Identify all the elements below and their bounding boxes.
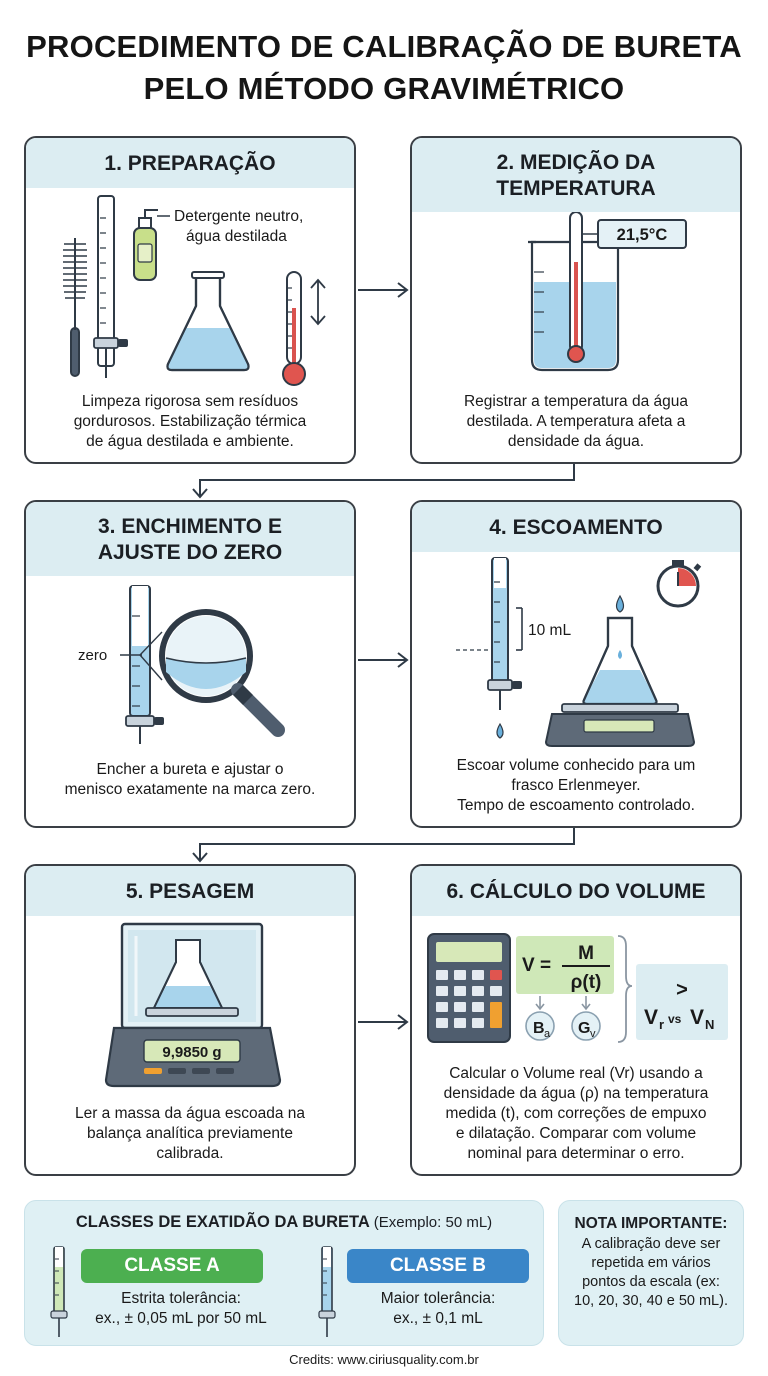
comparison-box	[636, 964, 728, 1040]
page-title-line-2: PELO MÉTODO GRAVIMÉTRICO	[143, 71, 625, 106]
dilation-correction-badge	[572, 1012, 600, 1040]
svg-text:V: V	[690, 1006, 705, 1029]
drop-icon	[617, 596, 624, 612]
temperature-illustration	[412, 212, 742, 392]
erlenmeyer-flask-icon	[168, 272, 249, 370]
temperature-readout	[598, 220, 686, 248]
up-down-arrow-icon	[311, 280, 325, 324]
zero-label: zero	[78, 647, 108, 664]
formula-numerator: M	[578, 943, 594, 964]
page-title-line-1: PROCEDIMENTO DE CALIBRAÇÃO DE BURETA	[26, 29, 742, 64]
note-title: NOTA IMPORTANTE:	[574, 1215, 728, 1232]
calculator-icon	[428, 934, 510, 1042]
svg-text:>: >	[676, 979, 688, 1001]
weighing-illustration	[26, 916, 356, 1106]
burette-icon	[126, 586, 164, 744]
svg-text:V: V	[644, 1006, 659, 1029]
step-description: Escoar volume conhecido para um frasco Erlenmeyer. Tempo de escoamento controlado.	[456, 757, 696, 814]
step-description: Limpeza rigorosa sem resíduos gordurosos. Estabilização térmica de água destilada e ambiente.	[73, 393, 307, 450]
svg-text:21,5°C: 21,5°C	[616, 226, 668, 244]
flow-illustration	[412, 552, 742, 752]
balance-icon	[546, 704, 694, 746]
step-description: Ler a massa da água escoada na balança analítica previamente calibrada.	[74, 1105, 306, 1162]
thermometer-icon	[283, 272, 305, 385]
erlenmeyer-flask-icon	[584, 618, 657, 704]
calculation-illustration	[412, 916, 742, 1056]
step-card-medicao-temperatura	[410, 136, 742, 464]
arrow-3-to-4	[356, 650, 412, 670]
stopwatch-icon	[658, 560, 701, 606]
step-heading: 3. ENCHIMENTO E AJUSTE DO ZERO	[26, 502, 354, 576]
arrow-2-to-3	[188, 462, 588, 502]
arrow-5-to-6	[356, 1012, 412, 1032]
burette-icon	[94, 196, 128, 378]
volume-label: 10 mL	[528, 622, 572, 639]
burette-icon	[456, 558, 522, 738]
step-description: Calcular o Volume real (Vr) usando a densidade da água (ρ) na temperatura medida (t), com correções de empuxo e dilatação. Comparar com volume nominal para determinar o erro.	[443, 1065, 709, 1162]
arrow-1-to-2	[356, 280, 412, 300]
accuracy-classes-panel	[24, 1200, 544, 1346]
analytical-balance-icon	[106, 924, 280, 1086]
class-b-badge: CLASSE B	[347, 1249, 529, 1283]
classes-heading: CLASSES DE EXATIDÃO DA BURETA (Exemplo: 50 mL)	[75, 1213, 493, 1231]
volume-bracket	[516, 608, 522, 650]
step-heading: 6. CÁLCULO DO VOLUME	[412, 866, 740, 916]
step-card-pesagem	[24, 864, 356, 1176]
step-card-preparacao	[24, 136, 356, 464]
bottle-brush-icon	[63, 238, 87, 376]
svg-text:G: G	[578, 1020, 591, 1037]
preparation-illustration	[26, 188, 356, 388]
magnifying-glass-icon	[140, 612, 278, 730]
step-description: Registrar a temperatura da água destilada. A temperatura afeta a densidade da água.	[463, 393, 689, 450]
step-heading: 4. ESCOAMENTO	[412, 502, 740, 552]
balance-reading: 9,9850 g	[162, 1044, 222, 1061]
step-heading: 5. PESAGEM	[26, 866, 354, 916]
class-a-badge: CLASSE A	[81, 1249, 263, 1283]
svg-text:r: r	[659, 1017, 665, 1032]
detergent-bottle-icon	[134, 210, 170, 280]
arrow-4-to-5	[188, 826, 588, 866]
svg-text:vs: vs	[668, 1012, 682, 1026]
zero-adjust-illustration	[26, 576, 356, 746]
note-text: A calibração deve ser repetida em vários pontos da escala (ex: 10, 20, 30, 40 e 50 mL).	[574, 1236, 728, 1309]
step-card-enchimento-zero	[24, 500, 356, 828]
svg-text:a: a	[544, 1028, 551, 1040]
page-title	[0, 26, 768, 110]
step-description: Encher a bureta e ajustar o menisco exatamente na marca zero.	[64, 761, 316, 798]
detergent-callout-line-1: Detergente neutro,	[174, 208, 304, 225]
formula-lhs: V =	[522, 955, 552, 976]
burette-class-a-icon	[47, 1245, 71, 1341]
burette-class-b-icon	[315, 1245, 339, 1341]
svg-text:N: N	[705, 1017, 715, 1032]
step-card-calculo-volume	[410, 864, 742, 1176]
formula-denominator: ρ(t)	[570, 972, 602, 993]
svg-text:B: B	[533, 1020, 545, 1037]
buoyancy-correction-badge	[526, 1012, 554, 1040]
svg-text:v: v	[590, 1028, 596, 1040]
formula-box	[516, 936, 614, 994]
step-heading: 2. MEDIÇÃO DA TEMPERATURA	[412, 138, 740, 212]
step-card-escoamento	[410, 500, 742, 828]
detergent-callout-line-2: água destilada	[186, 228, 287, 245]
class-a-tolerance: Estrita tolerância: ex., ± 0,05 mL por 50 mL	[95, 1290, 267, 1327]
credits: Credits: www.ciriusquality.com.br	[289, 1352, 479, 1367]
step-heading: 1. PREPARAÇÃO	[26, 138, 354, 188]
important-note-panel	[558, 1200, 744, 1346]
class-b-tolerance: Maior tolerância: ex., ± 0,1 mL	[380, 1290, 496, 1327]
